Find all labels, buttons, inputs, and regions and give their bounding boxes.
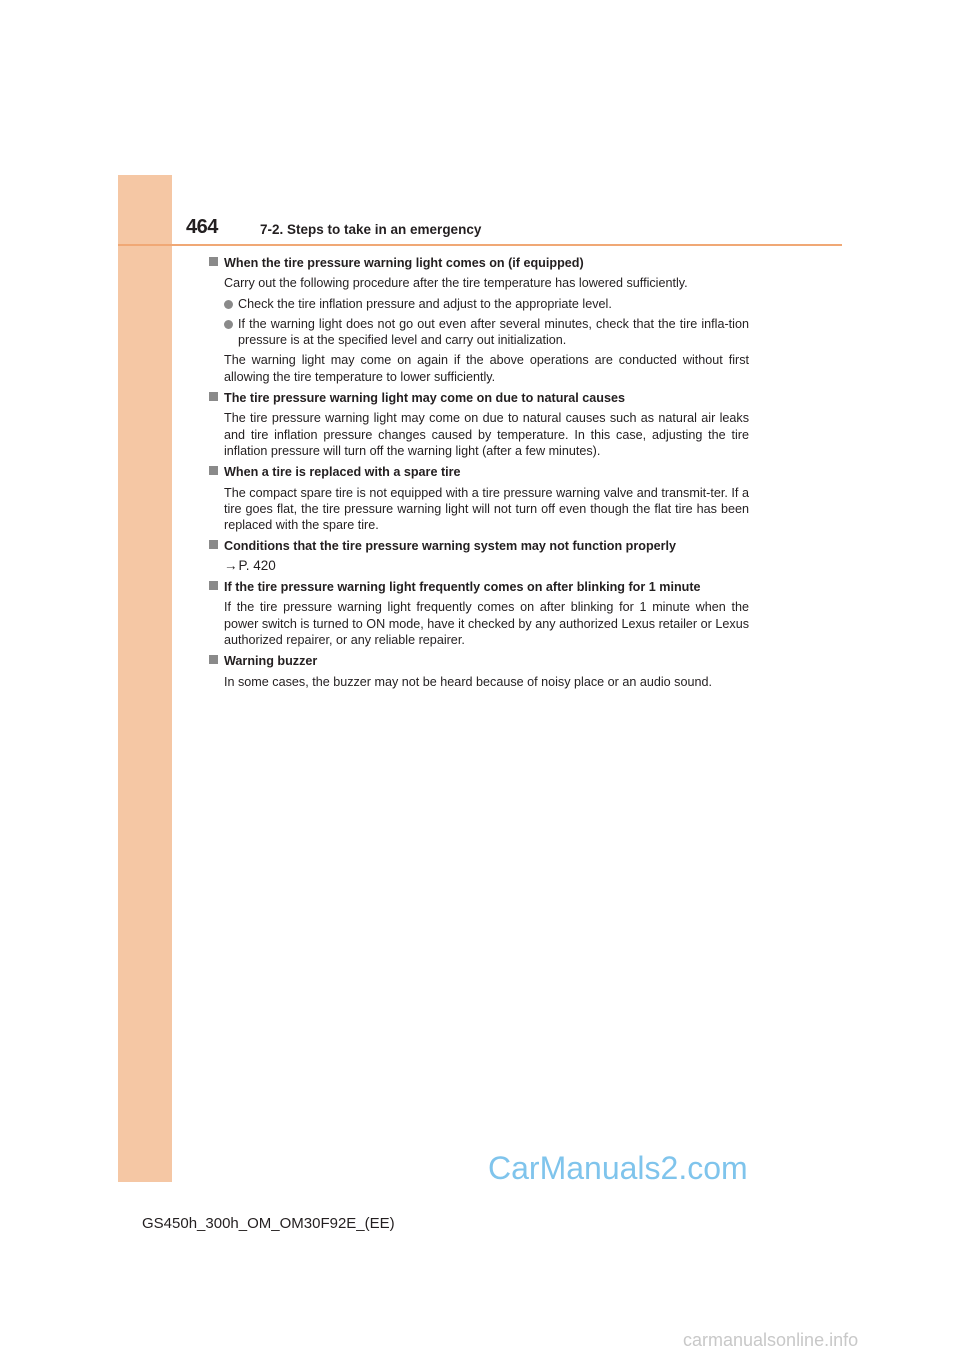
- heading-text: Conditions that the tire pressure warning system may not function properly: [224, 539, 677, 554]
- header-divider: [118, 244, 842, 246]
- section-heading: [209, 255, 749, 271]
- chapter-side-band: [118, 175, 172, 1182]
- page-reference-link[interactable]: P. 420: [238, 557, 276, 573]
- section-heading: [209, 464, 749, 480]
- page-content: [209, 255, 749, 695]
- square-bullet-icon: [209, 540, 218, 549]
- watermark-logo: CarManuals2.com: [488, 1150, 748, 1186]
- arrow-right-icon: →: [224, 557, 238, 573]
- page-number: 464: [186, 216, 218, 238]
- page-reference: [224, 558, 749, 574]
- section-body: The tire pressure warning light may come on due to natural causes such as natural air leaks and tire inflation pressure changes caused by temperature. In this case, adjusting the tire inflation pressure will turn off the warning light (after a few minutes).: [224, 411, 749, 458]
- site-watermark: carmanualsonline.info: [683, 1330, 859, 1350]
- square-bullet-icon: [209, 392, 218, 401]
- circle-bullet-icon: [224, 300, 233, 309]
- heading-text: When the tire pressure warning light comes on (if equipped): [224, 256, 584, 270]
- heading-text: If the tire pressure warning light frequently comes on after blinking for 1 minute: [224, 580, 701, 595]
- section-system-conditions: [209, 538, 749, 574]
- section-heading: [209, 653, 749, 669]
- section-title: 7-2. Steps to take in an emergency: [260, 222, 482, 237]
- square-bullet-icon: [209, 257, 218, 266]
- square-bullet-icon: [209, 581, 218, 590]
- section-intro: Carry out the following procedure after the tire temperature has lowered sufficiently.: [224, 276, 688, 291]
- section-frequent-blinking: [209, 579, 749, 648]
- section-body: If the tire pressure warning light frequently comes on after blinking for 1 minute when the power switch is turned to ON mode, have it checked by any authorized Lexus retailer or Lexus authorized repairer, or any reliable repairer.: [224, 600, 749, 647]
- heading-text: Warning buzzer: [224, 654, 318, 669]
- heading-text: When a tire is replaced with a spare tire: [224, 465, 461, 480]
- section-heading: [209, 390, 749, 406]
- list-item-text: Check the tire inflation pressure and adjust to the appropriate level.: [238, 296, 612, 311]
- heading-text: The tire pressure warning light may come on due to natural causes: [224, 391, 626, 406]
- section-body: In some cases, the buzzer may not be heard because of noisy place or an audio sound.: [224, 674, 712, 689]
- list-item: [224, 296, 749, 312]
- list-item-text: If the warning light does not go out even after several minutes, check that the tire infla-tion pressure is at the specified level and carry out initialization.: [238, 316, 749, 348]
- section-warning-buzzer: [209, 653, 749, 690]
- section-spare-tire: [209, 464, 749, 533]
- circle-bullet-icon: [224, 320, 233, 329]
- square-bullet-icon: [209, 655, 218, 664]
- section-warning-light-comes-on: [209, 255, 749, 385]
- section-heading: [209, 579, 749, 595]
- section-natural-causes: [209, 390, 749, 459]
- square-bullet-icon: [209, 466, 218, 475]
- list-item: [224, 316, 749, 349]
- section-body: The compact spare tire is not equipped with a tire pressure warning valve and transmit-ter. If a tire goes flat, the tire pressure warning light will not turn off even though the flat tire has been replaced with the spare tire.: [224, 485, 749, 533]
- manual-code: GS450h_300h_OM_OM30F92E_(EE): [142, 1215, 395, 1232]
- section-heading: [209, 538, 749, 554]
- section-outro: The warning light may come on again if the above operations are conducted without first allowing the tire temperature to lower sufficiently.: [224, 353, 749, 384]
